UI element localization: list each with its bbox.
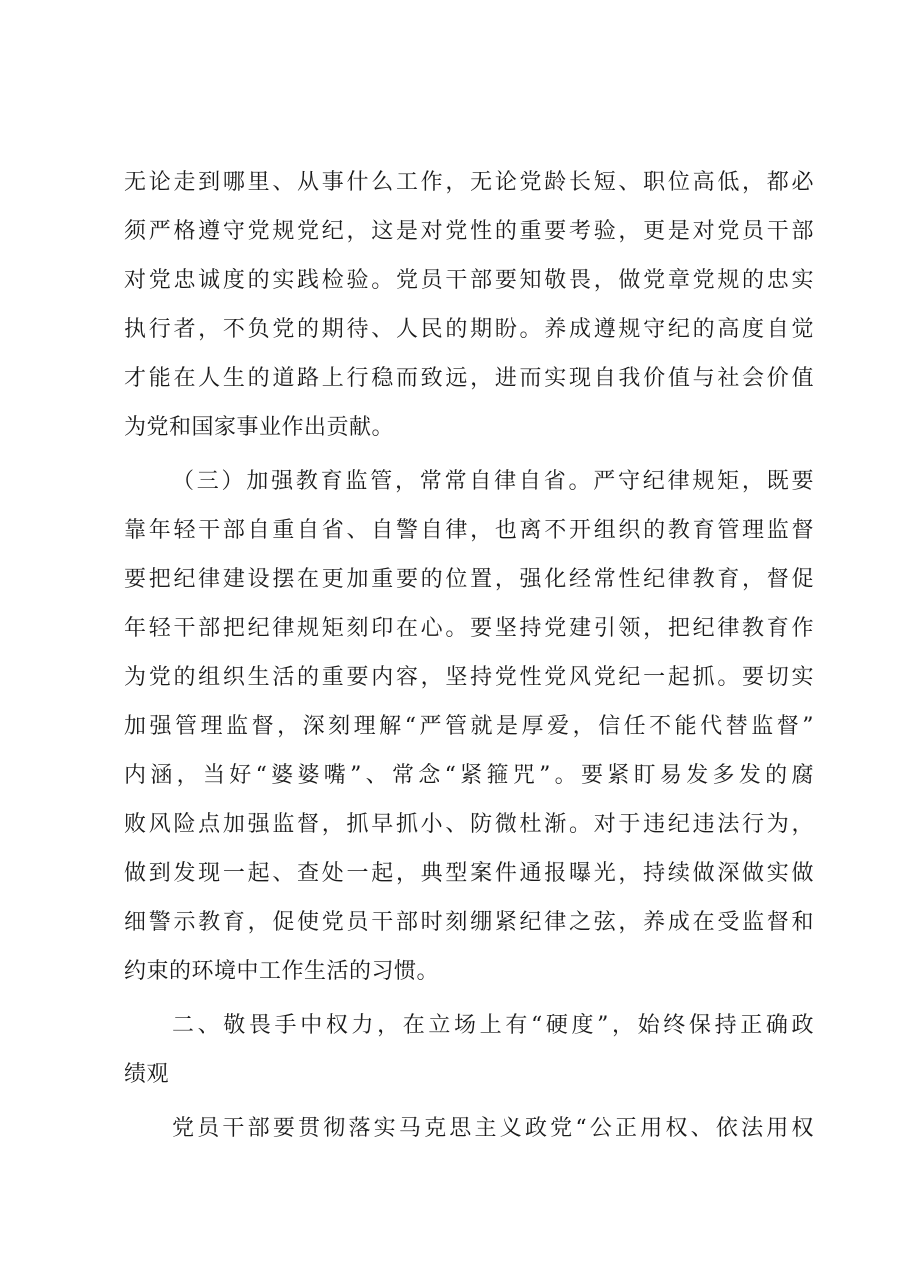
text-line: 须严格遵守党规党纪，这是对党性的重要考验，更是对党员干部 [124,219,814,244]
text-line: 才能在人生的道路上行稳而致远，进而实现自我价值与社会价值 [124,366,814,391]
text-line: 做到发现一起、查处一起，典型案件通报曝光，持续做深做实做 [124,861,814,886]
text-line: 要把纪律建设摆在更加重要的位置，强化经常性纪律教育，督促 [124,567,814,592]
text-line: 无论走到哪里、从事什么工作，无论党龄长短、职位高低，都必 [124,170,814,195]
text-line: 约束的环境中工作生活的习惯。 [124,959,440,984]
text-line: 年轻干部把纪律规矩刻印在心。要坚持党建引领，把纪律教育作 [124,616,814,641]
text-line: 细警示教育，促使党员干部时刻绷紧纪律之弦，养成在受监督和 [124,910,814,935]
text-line: 靠年轻干部自重自省、自警自律，也离不开组织的教育管理监督 [124,518,814,543]
text-line: 对党忠诚度的实践检验。党员干部要知敬畏，做党章党规的忠实 [124,268,814,293]
section-heading-line: 绩观 [124,1062,170,1087]
text-line: 败风险点加强监督，抓早抓小、防微杜渐。对于违纪违法行为， [124,812,814,837]
text-line: 加强管理监督，深刻理解“严管就是厚爱，信任不能代替监督” [124,714,814,739]
text-line: 党员干部要贯彻落实马克思主义政党“公正用权、依法用权 [172,1116,814,1141]
section-heading-line: 二、敬畏手中权力，在立场上有“硬度”，始终保持正确政 [172,1013,814,1038]
section-heading-line: （三）加强教育监管，常常自律自省。严守纪律规矩，既要 [172,469,814,494]
text-line: 内涵，当好“婆婆嘴”、常念“紧箍咒”。要紧盯易发多发的腐 [124,763,814,788]
text-line: 执行者，不负党的期待、人民的期盼。养成遵规守纪的高度自觉 [124,317,814,342]
text-line: 为党和国家事业作出贡献。 [124,415,395,440]
text-line: 为党的组织生活的重要内容，坚持党性党风党纪一起抓。要切实 [124,665,814,690]
